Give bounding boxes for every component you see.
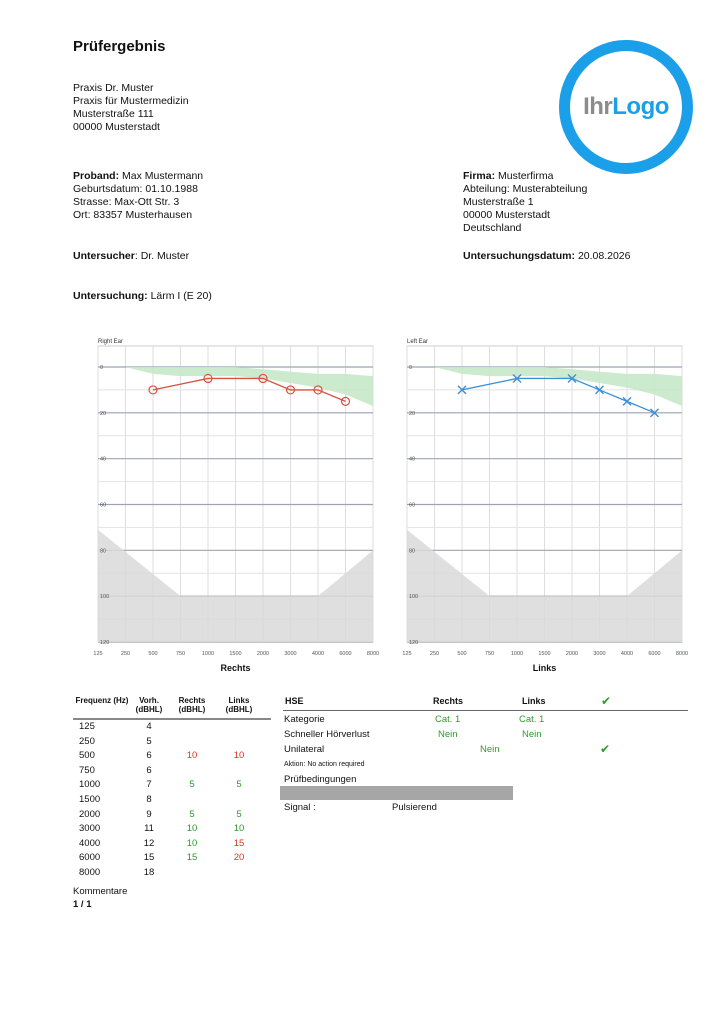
y-tick-label: 120 xyxy=(409,640,419,646)
table-cell: 2000 xyxy=(79,808,101,820)
table-cell: 18 xyxy=(143,866,155,878)
x-tick-label: 250 xyxy=(429,651,440,657)
table-header-cell: Frequenz (Hz) xyxy=(75,696,129,705)
table-body xyxy=(73,720,271,881)
x-tick-label: 1000 xyxy=(201,651,215,657)
table-cell xyxy=(217,735,261,750)
table-cell: 500 xyxy=(79,750,95,762)
page-number: 1 / 1 xyxy=(73,899,92,910)
table-cell xyxy=(217,764,261,779)
practice-address xyxy=(73,82,189,134)
practice-line: 00000 Musterstadt xyxy=(73,121,160,133)
table-cell xyxy=(167,764,217,779)
y-tick-label: 60 xyxy=(100,502,107,509)
examiner-label: Untersucher xyxy=(73,250,135,262)
hse-unilateral-label: Unilateral xyxy=(284,744,325,755)
proband-name: Max Mustermann xyxy=(122,170,204,182)
table-row xyxy=(73,851,271,866)
table-cell xyxy=(217,720,261,735)
table-cell: 3000 xyxy=(79,823,101,835)
x-tick-label: 1500 xyxy=(229,651,242,657)
proband-street: Strasse: Max-Ott Str. 3 xyxy=(73,196,180,208)
y-tick-label: 0 xyxy=(409,365,413,371)
table-cell: 750 xyxy=(79,764,95,776)
company-street: Musterstraße 1 xyxy=(463,196,534,208)
table-cell: 15 xyxy=(186,852,198,864)
hse-signal-label: Signal : xyxy=(284,802,316,813)
y-tick-label: 20 xyxy=(409,410,416,417)
company-name: Musterfirma xyxy=(498,170,554,182)
hse-category-left: Cat. 1 xyxy=(519,714,545,725)
hse-header xyxy=(283,696,688,711)
table-cell: 15 xyxy=(143,852,155,864)
table-cell: 5 xyxy=(189,779,195,791)
x-tick-label: 1500 xyxy=(538,651,551,657)
exam-date xyxy=(463,250,631,263)
hse-col-right: Rechts xyxy=(433,696,464,706)
table-cell: 8 xyxy=(146,793,152,805)
hse-fast-loss-label: Schneller Hörverlust xyxy=(284,729,370,740)
hse-category-label: Kategorie xyxy=(284,714,325,725)
table-cell: 10 xyxy=(186,823,198,835)
proband-city: Ort: 83357 Musterhausen xyxy=(73,209,193,221)
table-cell: 20 xyxy=(233,852,245,864)
x-tick-label: 6000 xyxy=(339,651,352,657)
table-cell: 4 xyxy=(146,721,152,732)
exam-label: Untersuchung: xyxy=(73,290,148,302)
table-row xyxy=(73,735,271,750)
check-icon: ✔ xyxy=(600,742,611,756)
check-icon: ✔ xyxy=(601,694,612,708)
table-row xyxy=(73,822,271,837)
table-cell: 10 xyxy=(186,750,198,762)
x-tick-label: 125 xyxy=(93,651,103,657)
table-header-cell: Links (dBHL) xyxy=(225,696,253,714)
audiogram-right xyxy=(88,332,384,680)
x-tick-label: 3000 xyxy=(284,651,297,657)
company-country: Deutschland xyxy=(463,222,522,234)
x-tick-label: 6000 xyxy=(648,651,661,657)
practice-line: Praxis für Mustermedizin xyxy=(73,95,189,107)
y-tick-label: 20 xyxy=(100,410,107,417)
table-cell xyxy=(217,866,261,881)
y-tick-label: 0 xyxy=(100,365,104,371)
table-row xyxy=(73,808,271,823)
practice-line: Praxis Dr. Muster xyxy=(73,82,154,94)
examiner-value: : Dr. Muster xyxy=(134,250,190,262)
logo-text: Logo xyxy=(612,93,669,120)
table-cell: 1000 xyxy=(79,779,101,791)
table-cell: 5 xyxy=(236,808,242,820)
hse-col-left: Links xyxy=(522,696,546,706)
table-cell: 10 xyxy=(233,823,245,835)
chart-title: Right Ear xyxy=(98,339,124,345)
page-title: Prüfergebnis xyxy=(73,38,166,55)
x-tick-label: 125 xyxy=(402,651,412,657)
company-dept: Abteilung: Musterabteilung xyxy=(463,183,588,195)
comment-label: Kommentare xyxy=(73,886,128,897)
examiner xyxy=(73,250,189,263)
x-tick-label: 8000 xyxy=(366,651,380,657)
table-cell: 12 xyxy=(143,837,155,849)
exam-type xyxy=(73,290,212,303)
y-tick-label: 80 xyxy=(100,548,107,555)
hse-title: HSE xyxy=(285,696,304,706)
company-city: 00000 Musterstadt xyxy=(463,209,550,221)
table-cell: 6000 xyxy=(79,852,101,864)
hse-category-right: Cat. 1 xyxy=(435,714,461,725)
logo-text: Ihr xyxy=(583,93,613,120)
x-tick-label: 250 xyxy=(120,651,131,657)
table-cell: 5 xyxy=(146,735,152,747)
proband-block xyxy=(73,170,203,222)
table-cell: 6 xyxy=(146,750,152,762)
table-cell xyxy=(167,793,217,808)
audiogram-left xyxy=(397,332,693,680)
x-tick-label: 1000 xyxy=(510,651,524,657)
y-tick-label: 40 xyxy=(409,456,416,463)
practice-line: Musterstraße 111 xyxy=(73,108,154,120)
company-block xyxy=(463,170,587,235)
hse-fast-loss-left: Nein xyxy=(522,729,542,740)
table-cell: 8000 xyxy=(79,866,101,878)
table-cell xyxy=(217,793,261,808)
company-logo xyxy=(559,40,693,174)
company-label: Firma: xyxy=(463,170,496,182)
table-cell: 10 xyxy=(186,837,198,849)
x-tick-label: 4000 xyxy=(620,651,634,657)
exam-value: Lärm I (E 20) xyxy=(150,290,212,302)
exam-date-label: Untersuchungsdatum: xyxy=(463,250,576,262)
table-cell: 15 xyxy=(233,837,245,849)
hse-signal-value: Pulsierend xyxy=(392,802,437,813)
table-cell: 4000 xyxy=(79,837,101,849)
chart-xlabel: Rechts xyxy=(220,663,251,673)
x-tick-label: 3000 xyxy=(593,651,606,657)
x-tick-label: 500 xyxy=(148,651,158,657)
table-row xyxy=(73,720,271,735)
table-cell: 11 xyxy=(144,823,154,835)
y-tick-label: 120 xyxy=(100,640,110,646)
y-tick-label: 40 xyxy=(100,456,107,463)
x-tick-label: 750 xyxy=(484,651,495,657)
table-cell: 6 xyxy=(146,764,152,776)
hse-conditions-label: Prüfbedingungen xyxy=(284,774,357,785)
y-tick-label: 100 xyxy=(100,594,110,601)
table-header-cell: Rechts (dBHL) xyxy=(178,696,206,714)
y-tick-label: 80 xyxy=(409,548,416,555)
x-tick-label: 2000 xyxy=(256,651,270,657)
proband-birth: Geburtsdatum: 01.10.1988 xyxy=(73,183,198,195)
exam-date-value: 20.08.2026 xyxy=(577,250,631,262)
table-row xyxy=(73,778,271,793)
frequency-table xyxy=(73,696,271,881)
x-tick-label: 4000 xyxy=(311,651,325,657)
y-tick-label: 100 xyxy=(409,594,419,601)
table-cell: 10 xyxy=(233,750,245,762)
x-tick-label: 500 xyxy=(457,651,467,657)
hse-action: Aktion: No action required xyxy=(284,761,365,768)
chart-xlabel: Links xyxy=(532,663,557,673)
table-row xyxy=(73,793,271,808)
table-cell xyxy=(167,720,217,735)
hse-unilateral-value: Nein xyxy=(480,744,500,755)
table-cell: 125 xyxy=(79,721,95,732)
table-cell: 1500 xyxy=(79,793,101,805)
table-header xyxy=(73,696,271,720)
table-header-cell: Vorh. (dBHL) xyxy=(135,696,163,714)
x-tick-label: 750 xyxy=(175,651,186,657)
table-cell: 7 xyxy=(146,779,152,791)
table-cell: 9 xyxy=(146,808,152,820)
table-cell: 5 xyxy=(236,779,242,791)
x-tick-label: 2000 xyxy=(565,651,579,657)
table-cell xyxy=(167,866,217,881)
x-tick-label: 8000 xyxy=(675,651,689,657)
hse-fast-loss-right: Nein xyxy=(438,729,458,740)
table-row xyxy=(73,749,271,764)
table-cell: 250 xyxy=(79,735,95,747)
proband-label: Proband: xyxy=(73,170,120,182)
table-row xyxy=(73,837,271,852)
table-cell: 5 xyxy=(189,808,195,820)
table-row xyxy=(73,764,271,779)
chart-title: Left Ear xyxy=(407,339,429,345)
table-cell xyxy=(167,735,217,750)
y-tick-label: 60 xyxy=(409,502,416,509)
table-row xyxy=(73,866,271,881)
conditions-bar xyxy=(280,786,513,800)
